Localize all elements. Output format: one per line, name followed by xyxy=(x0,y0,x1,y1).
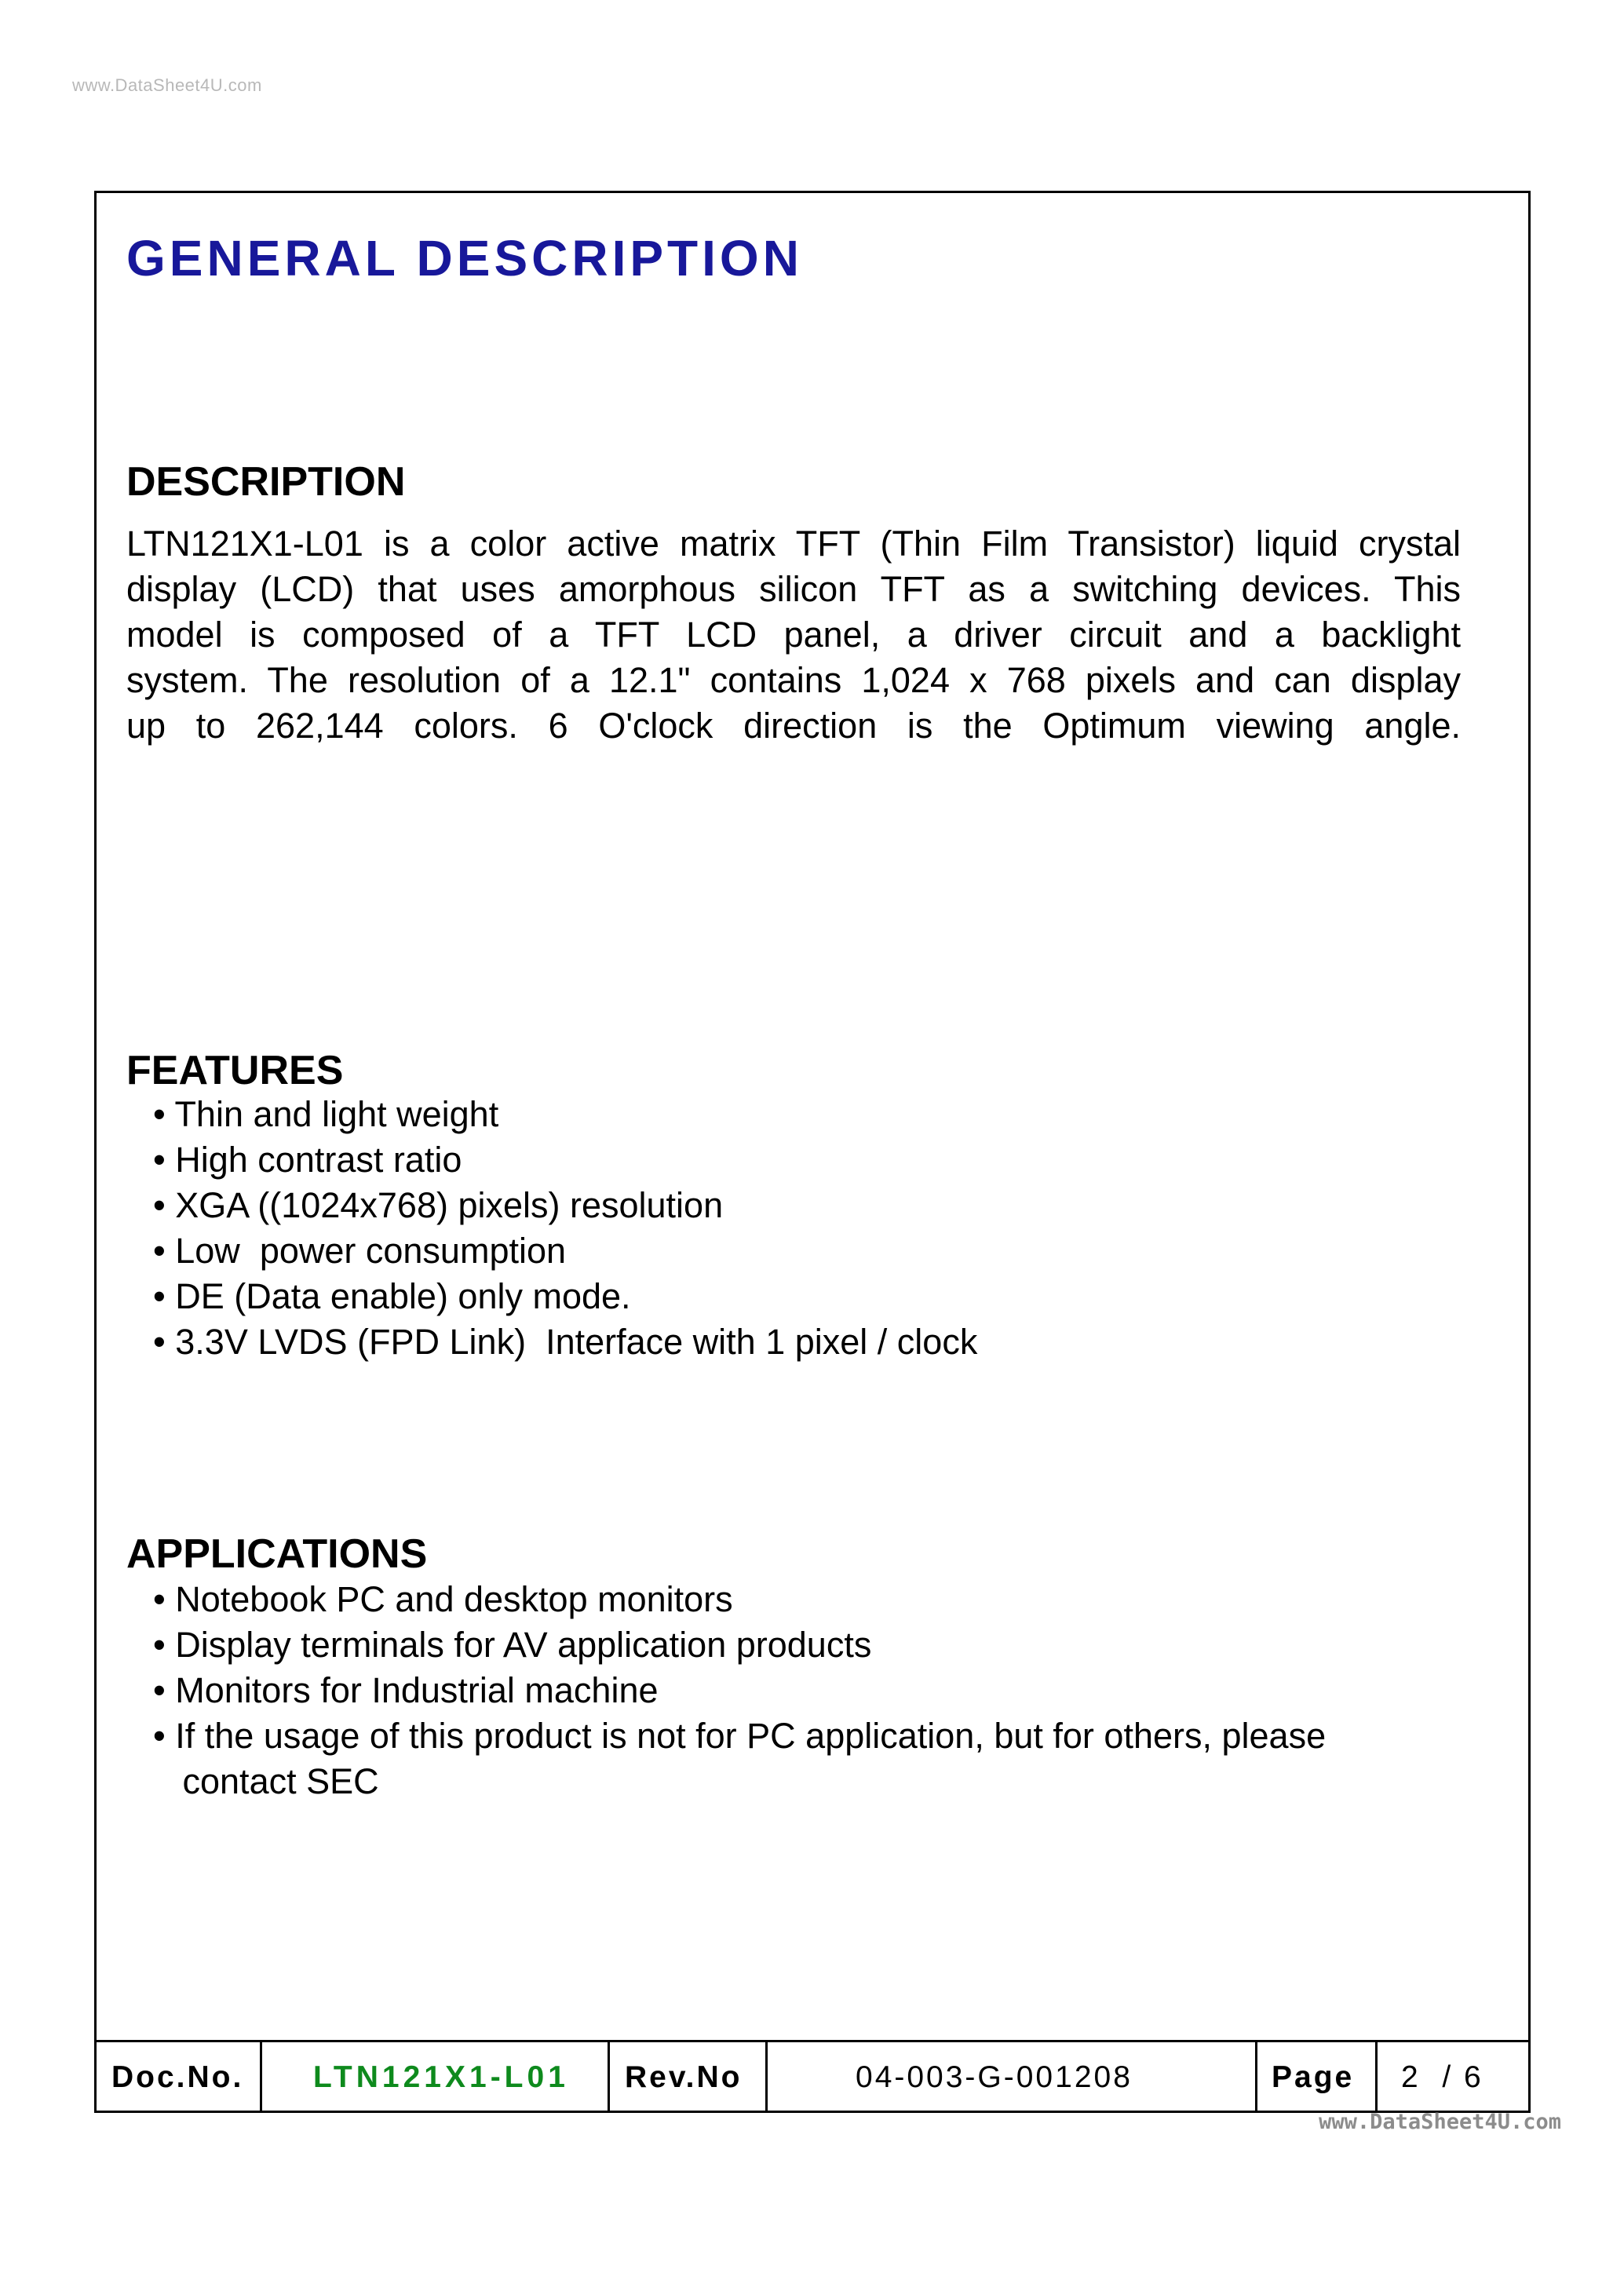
list-item: • Monitors for Industrial machine xyxy=(153,1670,659,1710)
description-line: system. The resolution of a 12.1" contains 1,024 x 768 pixels and can display xyxy=(126,660,1461,700)
list-item: • Low power consumption xyxy=(153,1231,567,1271)
rev-no-label: Rev.No xyxy=(625,2060,743,2094)
page-number: 2 / 6 xyxy=(1401,2060,1483,2094)
footer-divider xyxy=(1255,2042,1257,2113)
watermark-bottom: www.DataSheet4U.com xyxy=(1319,2110,1561,2134)
list-item: • XGA ((1024x768) pixels) resolution xyxy=(153,1185,724,1225)
list-item: contact SEC xyxy=(153,1761,379,1801)
features-heading: FEATURES xyxy=(126,1048,344,1093)
features-list xyxy=(153,1092,977,1365)
footer-table xyxy=(94,2040,1531,2113)
list-item: • Thin and light weight xyxy=(153,1094,499,1134)
rev-no-value: 04-003-G-001208 xyxy=(856,2060,1133,2094)
footer-divider xyxy=(260,2042,262,2113)
description-line: up to 262,144 colors. 6 O'clock direction is the Optimum viewing angle. xyxy=(126,706,1461,746)
footer-divider xyxy=(1375,2042,1378,2113)
doc-no-value: LTN121X1-L01 xyxy=(313,2060,569,2094)
page-title: GENERAL DESCRIPTION xyxy=(126,230,803,286)
description-line: LTN121X1-L01 is a color active matrix TFT (Thin Film Transistor) liquid crystal xyxy=(126,524,1461,564)
page-label: Page xyxy=(1272,2060,1355,2094)
applications-list xyxy=(153,1577,1326,1804)
list-item: • High contrast ratio xyxy=(153,1140,462,1180)
footer-divider xyxy=(608,2042,610,2113)
list-item: • DE (Data enable) only mode. xyxy=(153,1276,631,1316)
list-item: • If the usage of this product is not for PC application, but for others, please xyxy=(153,1716,1327,1756)
description-heading: DESCRIPTION xyxy=(126,459,406,505)
description-line: model is composed of a TFT LCD panel, a driver circuit and a backlight xyxy=(126,615,1461,655)
applications-heading: APPLICATIONS xyxy=(126,1531,428,1577)
list-item: • Display terminals for AV application products xyxy=(153,1625,872,1665)
list-item: • 3.3V LVDS (FPD Link) Interface with 1 pixel / clock xyxy=(153,1322,978,1362)
doc-no-label: Doc.No. xyxy=(111,2060,244,2094)
list-item: • Notebook PC and desktop monitors xyxy=(153,1579,733,1619)
description-line: display (LCD) that uses amorphous silicon TFT as a switching devices. This xyxy=(126,569,1461,609)
footer-divider xyxy=(765,2042,768,2113)
watermark-top: www.DataSheet4U.com xyxy=(72,75,262,95)
